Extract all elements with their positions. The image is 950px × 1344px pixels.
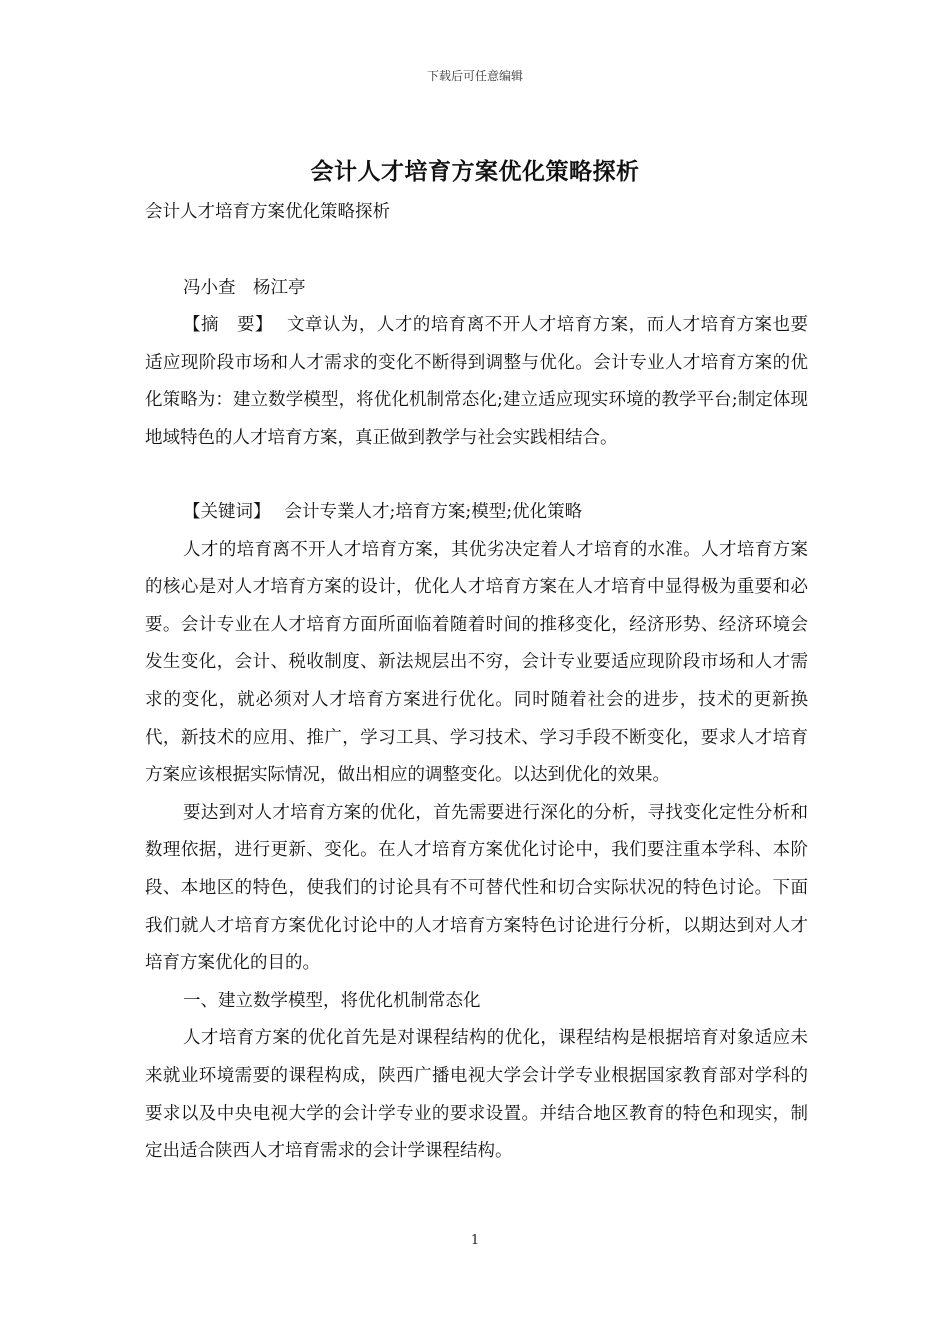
keywords-label: 【关键词】	[183, 502, 271, 522]
body-paragraph: 人才的培育离不开人才培育方案，其优劣决定着人才培育的水准。人才培育方案的核心是对人才培育方案的设计，优化人才培育方案在人才培育中显得极为重要和必要。会计专业在人才培育方面所面临着随着时间的推移变化，经济形势、经济环境会发生变化，会计、税收制度、新法规层出不穷，会计专业要适应现阶段市场和人才需求的变化，就必须对人才培育方案进行优化。同时随着社会的进步，技术的更新换代，新技术的应用、推广，学习工具、学习技术、学习手段不断变化，要求人才培育方案应该根据实际情况，做出相应的调整变化。以达到优化的效果。	[145, 539, 808, 786]
document-body	[145, 494, 808, 1171]
page-number: 1	[470, 1233, 480, 1248]
document-title: 会计人才培育方案优化策略探析	[310, 158, 640, 185]
abstract-text: 文章认为，人才的培育离不开人才培育方案，而人才培育方案也要适应现阶段市场和人才需求的变化不断得到调整与优化。会计专业人才培育方案的优化策略为：建立数学模型，将优化机制常态化;建立适应现实环境的教学平台;制定体现地域特色的人才培育方案，真正做到教学与社会实践相结合。	[145, 315, 809, 448]
body-paragraph: 人才培育方案的优化首先是对课程结构的优化，课程结构是根据培育对象适应未来就业环境需要的课程构成，陕西广播电视大学会计学专业根据国家教育部对学科的要求以及中央电视大学的会计学专业的要求设置。并结合地区教育的特色和现实，制定出适合陕西人才培育需求的会计学课程结构。	[145, 1028, 808, 1162]
abstract-label: 【摘 要】	[183, 315, 273, 335]
abstract-paragraph	[145, 307, 808, 457]
author-line: 冯小查 杨江亭	[183, 278, 306, 298]
section-heading: 一、建立数学模型，将优化机制常态化	[183, 990, 481, 1011]
keywords-paragraph	[145, 494, 808, 532]
body-paragraph: 要达到对人才培育方案的优化，首先需要进行深化的分析，寻找变化定性分析和数理依据，进行更新、变化。在人才培育方案优化讨论中，我们要注重本学科、本阶段、本地区的特色，使我们的讨论具有不可替代性和切合实际状况的特色讨论。下面我们就人才培育方案优化讨论中的人才培育方案特色讨论进行分析，以期达到对人才培育方案优化的目的。	[145, 802, 808, 974]
page-header-note: 下载后可任意编辑	[426, 69, 523, 83]
document-subtitle: 会计人才培育方案优化策略探析	[145, 202, 390, 222]
keywords-text: 会计专業人才;培育方案;模型;优化策略	[284, 502, 583, 522]
